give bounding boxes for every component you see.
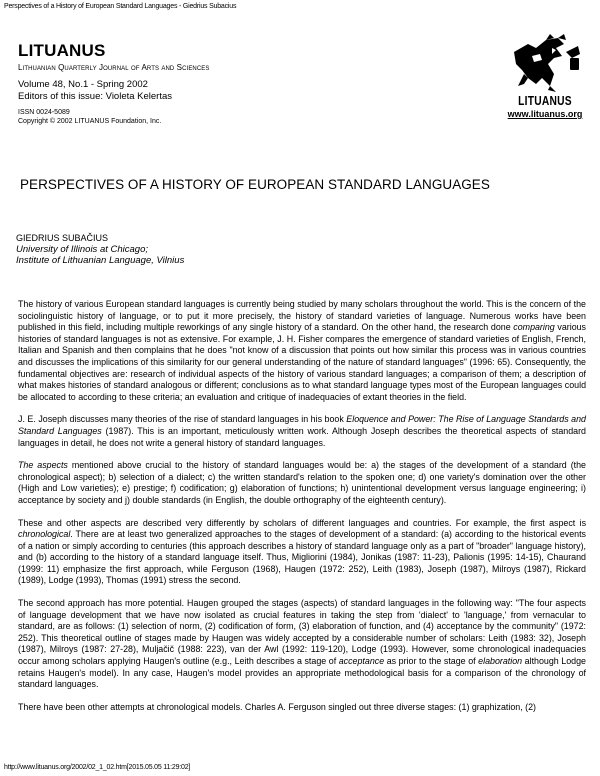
magazine-title: LITUANUS (18, 41, 106, 60)
issue-info (18, 79, 398, 103)
author-block (16, 233, 184, 266)
paragraph-6: There have been other attempts at chronological models. Charles A. Ferguson singled out three diverse stages: (1) graphization, (2) (18, 701, 536, 712)
knight-emblem-icon (506, 34, 584, 96)
affiliation-2: Institute of Lithuanian Language, Vilnius (16, 255, 185, 266)
logo-wordmark: LITUANUS (518, 94, 572, 108)
paragraph-1: The history of various European standard languages is currently being studied by many scholars throughout the world. This is the concern of the sociolinguistic history of language, or to put it more precisely, the history of standard varieties of language. Numerous works have been published in this field, including multiple reworkings of any single history of a standard. On the other hand, the research done comparing various histories of standard languages is not as extensive. For example, J. H. Fisher compares the emergence of standard varieties of English, French, Italian and Spanish and then complains that he does "not know of a discussion that points out how similar this process was in various countries and discusses the implications of this similarity for our general understanding of the nature of standard languages" (1996: 65). Consequently, the fundamental objectives are: research of individual aspects of the history of various standard languages; a comparison of them; a description of what makes histories of standard analogous or different; conclusions as to what standard language types most of the European languages could be allocated to according to these criteria; an evaluation and critique of inadequacies of extant theories in the field. (18, 299, 586, 402)
browser-page-footer: http://www.lituanus.org/2002/02_1_02.htm[2015.05.05 11:29:02] (4, 764, 191, 771)
affiliation-1: University of Illinois at Chicago; (16, 244, 148, 255)
article-body (18, 299, 586, 724)
issn-line: ISSN 0024-5089 (18, 109, 70, 116)
copyright-line: Copyright © 2002 LITUANUS Foundation, Inc. (18, 117, 162, 125)
magazine-subtitle: Lithuanian Quarterly Journal of Arts and Sciences (18, 63, 210, 72)
volume-line: Volume 48, No.1 - Spring 2002 (18, 79, 148, 90)
masthead (18, 42, 398, 126)
paragraph-4: These and other aspects are described very differently by scholars of different languages and countries. For example, the first aspect is chronological. There are at least two generalized approaches to the stages of development of a standard: (a) according to the historical events of a nation or simply according to centuries (this approach describes a history of standard language only as a part of "broader" language history), and (b) according to the history of a standard language itself. Thus, Migliorini (1984), Jonikas (1987: 11-23), Palionis (1995: 14-15), Chaurand (1999: 11) emphasize the first approach, while Ferguson (1968), Haugen (1972: 252), Leith (1983), Joseph (1987), Milroys (1987), Rickard (1989), Lodge (1993), Thomas (1991) stress the second. (18, 517, 586, 586)
paragraph-5: The second approach has more potential. Haugen grouped the stages (aspects) of standard languages in the following way: "The four aspects of language development that we have now isolated as crucial features in taking the step from 'dialect' to 'language,' from vernacular to standard, are as follows: (1) selection of norm, (2) codification of form, (3) elaboration of function, and (4) acceptance by the community" (1972: 252). This theoretical outline of stages made by Haugen was widely accepted by a considerable number of scholars: Leith (1983: 32), Joseph (1987), Milroys (1987: 27-28), Muljačič (1988: 223), van der Awl (1992: 119-120), Lodge (1993). However, some chronological inadequacies occur among scholars applying Haugen's outline (e.g., Leith describes a stage of acceptance as prior to the stage of elaboration although Lodge retains Haugen's model). In any case, Haugen's model provides an appropriate methodological basis for a comparison of the chronology of standard languages. (18, 598, 586, 690)
paragraph-3: The aspects mentioned above crucial to the history of standard languages would be: a) the stages of the development of a standard (the chronological aspect); b) selection of a dialect; c) the written standard's relation to the spoken one; d) one variety's domination over the other (High and Low varieties); e) prestige; f) codification; g) elaboration of functions; h) unintentional development versus language engineering; i) acceptance by society and j) double standards (in English, the double orthography of the eighteenth century). (18, 460, 586, 505)
lituanus-logo[interactable] (506, 34, 584, 119)
author-name: GIEDRIUS SUBAČIUS (16, 233, 109, 243)
editors-line: Editors of this issue: Violeta Kelertas (18, 91, 173, 102)
issn-copyright (18, 109, 398, 126)
paragraph-2: J. E. Joseph discusses many theories of the rise of standard languages in his book Eloquence and Power: The Rise of Language Standards and Standard Languages (1987). This is an important, meticulously written work. Although Joseph describes the theoretical aspects of standard languages in detail, he does not write a general history of standard languages. (18, 414, 586, 448)
browser-page-header: Perspectives of a History of European Standard Languages - Giedrius Subacius (4, 3, 237, 10)
site-link[interactable]: www.lituanus.org (507, 109, 583, 119)
article-title: PERSPECTIVES OF A HISTORY OF EUROPEAN STANDARD LANGUAGES (20, 177, 490, 192)
